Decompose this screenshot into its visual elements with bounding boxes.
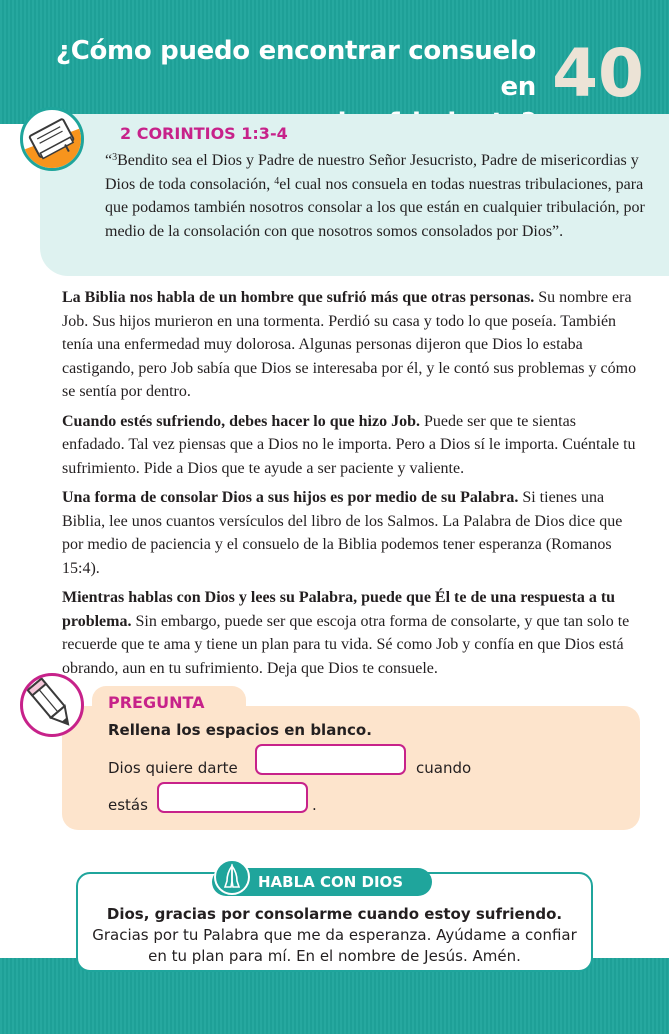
question-instruction: Rellena los espacios en blanco. (108, 721, 372, 739)
prayer-body: Gracias por tu Palabra que me da esperanza. Ayúdame a confiar en tu plan para mí. En el nombre de Jesús. Amén. (92, 926, 577, 965)
blank-input-1[interactable] (255, 744, 406, 775)
body-text (62, 286, 640, 686)
verse-text (105, 149, 645, 243)
paragraph-2-lead: Cuando estés sufriendo, debes hacer lo que hizo Job. (62, 412, 420, 430)
prayer-label: HABLA CON DIOS (258, 873, 404, 891)
question-line2-before: estás (108, 796, 148, 814)
paragraph-3-lead: Una forma de consolar Dios a sus hijos es por medio de su Palabra. (62, 489, 519, 506)
prayer-bold-line: Dios, gracias por consolarme cuando estoy sufriendo. (106, 905, 563, 923)
verse-reference: 2 CORINTIOS 1:3-4 (120, 124, 288, 143)
paragraph-4 (62, 586, 640, 680)
praying-hands-icon (214, 859, 250, 895)
bible-icon (20, 107, 84, 171)
paragraph-1-lead: La Biblia nos habla de un hombre que sufrió más que otras personas. (62, 289, 535, 306)
paragraph-3-text: Si tienes una Biblia, lee unos cuantos versículos del libro de los Salmos. La Palabra de Dios dice que por medio de paciencia y el consuelo de la Biblia podemos tener esperanza (Romanos 15:4). (62, 489, 623, 577)
pencil-icon (20, 673, 84, 737)
verse-text-part-1: Bendito sea el Dios y Padre de nuestro Señor Jesucristo, Padre de misericordias y Dios de toda consolación, (105, 152, 639, 193)
prayer-text (86, 904, 583, 967)
paragraph-2-text: Puede ser que te sientas enfadado. Tal vez piensas que a Dios no le importa. Pero a Dios sí le importa. Cuéntale tu sufrimiento. Pide a Dios que te ayude a ser paciente y valiente. (62, 412, 636, 477)
blank-input-2[interactable] (157, 782, 308, 813)
paragraph-2 (62, 410, 640, 481)
lesson-number: 40 (552, 35, 644, 112)
verse-number-3: 3 (112, 152, 118, 163)
question-label: PREGUNTA (108, 693, 205, 712)
paragraph-3 (62, 486, 640, 580)
question-line1-after: cuando (416, 759, 472, 777)
paragraph-4-text: Sin embargo, puede ser que escoja otra forma de consolarte, y que tan solo te recuerde que te ama y tiene un plan para tu vida. Sé como Job y confía en que Dios está obrando, aun en tu sufrimiento. Deja que Dios te consuele. (62, 612, 630, 677)
title-line-1: ¿Cómo puedo encontrar consuelo en (55, 36, 536, 102)
paragraph-1-text: Su nombre era Job. Sus hijos murieron en una tormenta. Perdió su casa y todo lo que poseía. También tenía una enfermedad muy dolorosa. Algunas personas dijeron que Dios lo estaba castigando, pero Job sabía que Dios se interesaba por él, y le contó sus problemas y cómo se sentía por dentro. (62, 289, 637, 400)
verse-text-part-2: el cual nos consuela en todas nuestras tribulaciones, para que podamos también nosotros consolar a los que están en cualquier tribulación, por medio de la consolación con que nosotros somos consolados por Dios”. (105, 175, 645, 240)
open-quote: “ (105, 152, 113, 169)
question-line1-before: Dios quiere darte (108, 759, 238, 777)
question-line2-after: . (312, 796, 317, 814)
verse-number-4: 4 (274, 175, 280, 187)
paragraph-1 (62, 286, 640, 404)
paragraph-4-lead: Mientras hablas con Dios y lees su Palabra, puede que Él te de una respuesta a tu problema. (62, 589, 616, 630)
